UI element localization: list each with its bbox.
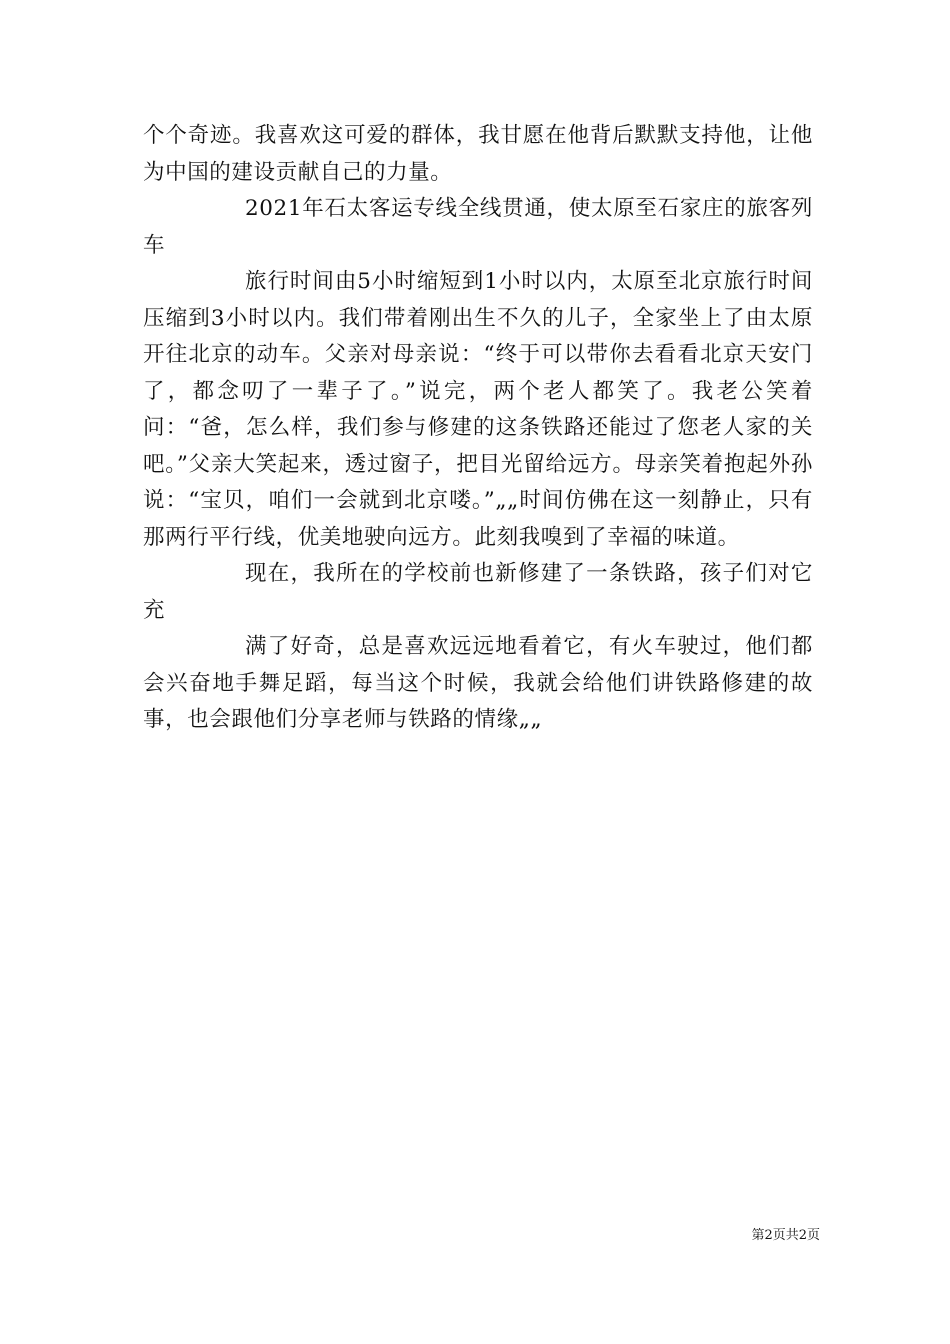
paragraph-2: 2021年石太客运专线全线贯通，使太原至石家庄的旅客列车: [143, 196, 813, 258]
paragraph-1: 个个奇迹。我喜欢这可爱的群体，我甘愿在他背后默默支持他，让他为中国的建设贡献自己的力量。: [143, 123, 813, 185]
document-body: [143, 118, 813, 739]
paragraph-3: 旅行时间由5小时缩短到1小时以内，太原至北京旅行时间压缩到3小时以内。我们带着刚出生不久的儿子，全家坐上了由太原开往北京的动车。父亲对母亲说：“终于可以带你去看看北京天安门了，都念叨了一辈子了。”说完，两个老人都笑了。我老公笑着问：“爸，怎么样，我们参与修建的这条铁路还能过了您老人家的关吧。”父亲大笑起来，透过窗子，把目光留给远方。母亲笑着抱起外孙说：“宝贝，咱们一会就到北京喽。”„„时间仿佛在这一刻静止，只有那两行平行线，优美地驶向远方。此刻我嗅到了幸福的味道。: [143, 269, 813, 550]
paragraph-5: 满了好奇，总是喜欢远远地看着它，有火车驶过，他们都会兴奋地手舞足蹈，每当这个时候，我就会给他们讲铁路修建的故事，也会跟他们分享老师与铁路的情缘„„: [143, 634, 813, 732]
page-footer: 第2页共2页: [751, 1228, 820, 1243]
paragraph-4: 现在，我所在的学校前也新修建了一条铁路，孩子们对它充: [143, 561, 813, 623]
